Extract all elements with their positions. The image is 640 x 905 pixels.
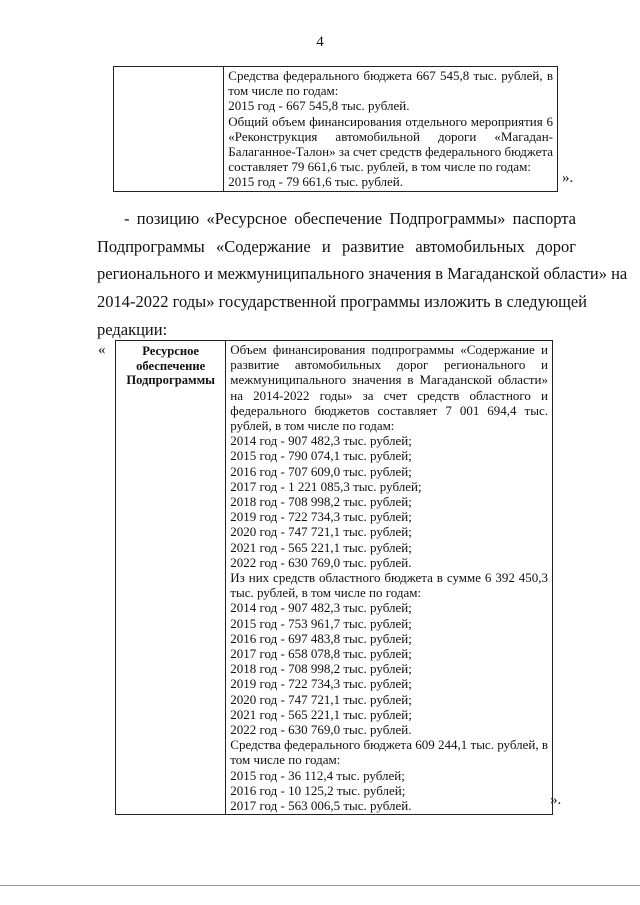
year-amount-line: 2022 год - 630 769,0 тыс. рублей. — [230, 554, 412, 570]
text-line: «Реконструкция автомобильной дороги «Магадан- — [228, 128, 553, 144]
paragraph-line: - позицию «Ресурсное обеспечение Подпрограммы» паспорта — [124, 209, 576, 228]
year-amount-line: 2016 год - 10 125,2 тыс. рублей; — [230, 782, 406, 798]
year-amount-line: 2017 год - 563 006,5 тыс. рублей. — [230, 798, 412, 814]
text-line: Объем финансирования подпрограммы «Содержание и — [230, 342, 548, 357]
year-amount-line: 2018 год - 708 998,2 тыс. рублей; — [230, 661, 412, 677]
text-line: том числе по годам: — [228, 83, 339, 99]
text-line: том числе по годам: — [230, 752, 341, 768]
instruction-paragraph — [97, 205, 628, 344]
year-amount-line: 2021 год - 565 221,1 тыс. рублей; — [230, 706, 412, 722]
year-amount-line: 2015 год - 36 112,4 тыс. рублей; — [230, 767, 405, 783]
text-line: федерального бюджетов составляет 7 001 694,4 тыс. — [230, 402, 548, 418]
year-amount-line: 2020 год - 747 721,1 тыс. рублей; — [230, 691, 412, 707]
resource-provision-label: Ресурсное обеспечение Подпрограммы — [116, 341, 226, 815]
top-table-right-cell — [224, 67, 558, 192]
year-amount-line: 2016 год - 707 609,0 тыс. рублей; — [230, 463, 412, 479]
year-amount-line: 2017 год - 1 221 085,3 тыс. рублей; — [230, 478, 422, 494]
year-amount-line: 2017 год - 658 078,8 тыс. рублей; — [230, 646, 412, 662]
text-line: Общий объем финансирования отдельного мероприятия 6 — [228, 113, 553, 129]
year-amount-line: 2021 год - 565 221,1 тыс. рублей; — [230, 539, 412, 555]
paragraph-line: Подпрограммы «Содержание и развитие автомобильных дорог — [97, 236, 576, 256]
closing-quote-mark: ». — [562, 170, 574, 186]
page-bottom-edge — [0, 885, 640, 886]
text-line: развитие автомобильных дорог регионального и — [230, 357, 548, 373]
paragraph-line: 2014-2022 годы» государственной программы изложить в следующей — [97, 292, 588, 312]
page-number: 4 — [316, 34, 324, 50]
year-amount-line: 2020 год - 747 721,1 тыс. рублей; — [230, 524, 412, 540]
text-line: составляет 79 661,6 тыс. рублей, в том числе по годам: — [228, 159, 531, 175]
year-amount-line: 2019 год - 722 734,3 тыс. рублей; — [230, 676, 412, 692]
text-line: 2015 год - 79 661,6 тыс. рублей. — [228, 174, 403, 190]
year-amount-line: 2015 год - 790 074,1 тыс. рублей; — [230, 448, 412, 464]
text-line: Балаганное-Талон» за счет средств федерального бюджета — [228, 144, 553, 160]
year-amount-line: 2016 год - 697 483,8 тыс. рублей; — [230, 630, 412, 646]
top-table-left-cell — [114, 67, 224, 192]
text-line: тыс. рублей, в том числе по годам: — [230, 585, 422, 601]
year-amount-line: 2018 год - 708 998,2 тыс. рублей; — [230, 494, 412, 510]
year-amount-line: 2015 год - 753 961,7 тыс. рублей; — [230, 615, 412, 631]
opening-quote-mark: « — [98, 342, 106, 358]
text-line: рублей, в том числе по годам: — [230, 418, 395, 434]
year-amount-line: 2014 год - 907 482,3 тыс. рублей; — [230, 433, 412, 449]
top-funding-table — [113, 66, 558, 192]
text-line: Средства федерального бюджета 667 545,8 тыс. рублей, в — [228, 68, 553, 83]
resource-provision-content — [226, 341, 553, 815]
year-amount-line: 2019 год - 722 734,3 тыс. рублей; — [230, 509, 412, 525]
resource-provision-table — [115, 340, 553, 815]
text-line: на 2014-2022 годы» за счет средств областного и — [230, 387, 548, 403]
text-line: 2015 год - 667 545,8 тыс. рублей. — [228, 98, 410, 114]
paragraph-line: редакции: — [97, 319, 168, 339]
paragraph-line: регионального и межмуниципального значения в Магаданской области» на — [97, 264, 628, 284]
text-line: межмуниципального значения в Магаданской области» — [230, 372, 548, 388]
text-line: Из них средств областного бюджета в сумме 6 392 450,3 — [230, 570, 548, 586]
closing-quote-mark: ». — [550, 792, 562, 808]
text-line: Средства федерального бюджета 609 244,1 тыс. рублей, в — [230, 737, 548, 753]
year-amount-line: 2014 год - 907 482,3 тыс. рублей; — [230, 600, 412, 616]
year-amount-line: 2022 год - 630 769,0 тыс. рублей. — [230, 722, 412, 738]
